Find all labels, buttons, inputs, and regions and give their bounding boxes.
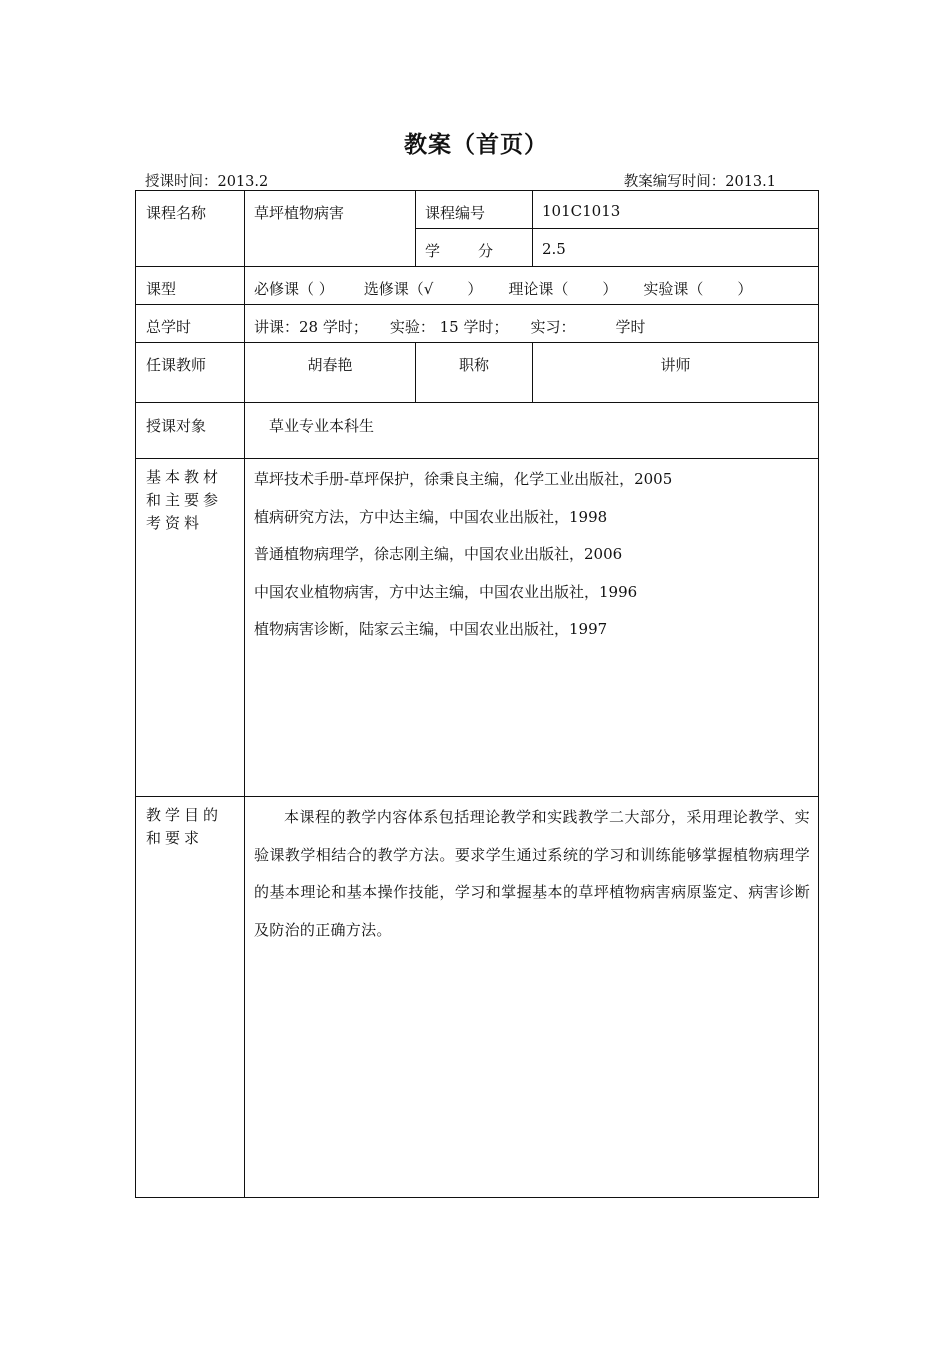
credit-label xyxy=(416,229,533,267)
credit-label-b: 分 xyxy=(478,242,494,260)
references-list xyxy=(245,459,819,797)
row-audience xyxy=(136,403,819,459)
type-elective: 选修课（√ xyxy=(363,280,434,298)
references-label: 基本教材和主要参考资料 xyxy=(136,459,245,797)
row-course-type xyxy=(136,267,819,305)
type-required: 必修课（ ） xyxy=(254,280,334,298)
hours-lab: 实验： 15 学时； xyxy=(389,318,509,336)
audience-label: 授课对象 xyxy=(136,403,245,459)
row-goals xyxy=(136,797,819,1198)
audience-value: 草业专业本科生 xyxy=(245,403,819,459)
reference-item: 草坪技术手册-草坪保护，徐秉良主编，化学工业出版社，2005 xyxy=(254,470,673,488)
reference-item: 植物病害诊断，陆家云主编，中国农业出版社，1997 xyxy=(254,620,608,638)
course-name-value: 草坪植物病害 xyxy=(245,191,416,267)
hours-lecture: 讲课：28 学时； xyxy=(254,318,368,336)
hours-practice-unit: 学时 xyxy=(615,318,646,336)
course-code-label: 课程编号 xyxy=(416,191,533,229)
type-theory: 理论课（ xyxy=(508,280,569,298)
teacher-name: 胡春艳 xyxy=(245,343,416,403)
hours-values xyxy=(245,305,819,343)
page-title: 教案（首页） xyxy=(404,131,548,158)
hours-practice: 实习： xyxy=(530,318,576,336)
goals-label: 教学目的和要求 xyxy=(136,797,245,1198)
type-lab: 实验课（ xyxy=(643,280,704,298)
type-lab-close: ） xyxy=(737,280,753,298)
write-time: 教案编写时间：2013.1 xyxy=(623,174,776,190)
lesson-plan-table xyxy=(135,190,819,1198)
goals-text: 本课程的教学内容体系包括理论教学和实践教学二大部分，采用理论教学、实验课教学相结合的教学方法。要求学生通过系统的学习和训练能够掌握植物病理学的基本理论和基本操作技能，学习和掌握基本的草坪植物病害病原鉴定、病害诊断及防治的正确方法。 xyxy=(245,797,819,1198)
course-name-label: 课程名称 xyxy=(136,191,245,267)
teacher-title-value: 讲师 xyxy=(533,343,819,403)
course-code-value: 101C1013 xyxy=(533,191,819,229)
row-course-name xyxy=(136,191,819,229)
teacher-label: 任课教师 xyxy=(136,343,245,403)
credit-label-a: 学 xyxy=(425,242,441,260)
row-hours xyxy=(136,305,819,343)
row-teacher xyxy=(136,343,819,403)
reference-item: 普通植物病理学，徐志刚主编，中国农业出版社，2006 xyxy=(254,545,623,563)
course-type-label: 课型 xyxy=(136,267,245,305)
teach-time: 授课时间：2013.2 xyxy=(145,174,269,190)
row-references xyxy=(136,459,819,797)
teacher-title-label: 职称 xyxy=(416,343,533,403)
type-elective-close: ） xyxy=(467,280,483,298)
type-theory-close: ） xyxy=(602,280,618,298)
hours-label: 总学时 xyxy=(136,305,245,343)
credit-value: 2.5 xyxy=(533,229,819,267)
reference-item: 植病研究方法，方中达主编，中国农业出版社，1998 xyxy=(254,507,608,526)
course-type-options xyxy=(245,267,819,305)
reference-item: 中国农业植物病害，方中达主编，中国农业出版社，1996 xyxy=(254,582,638,601)
